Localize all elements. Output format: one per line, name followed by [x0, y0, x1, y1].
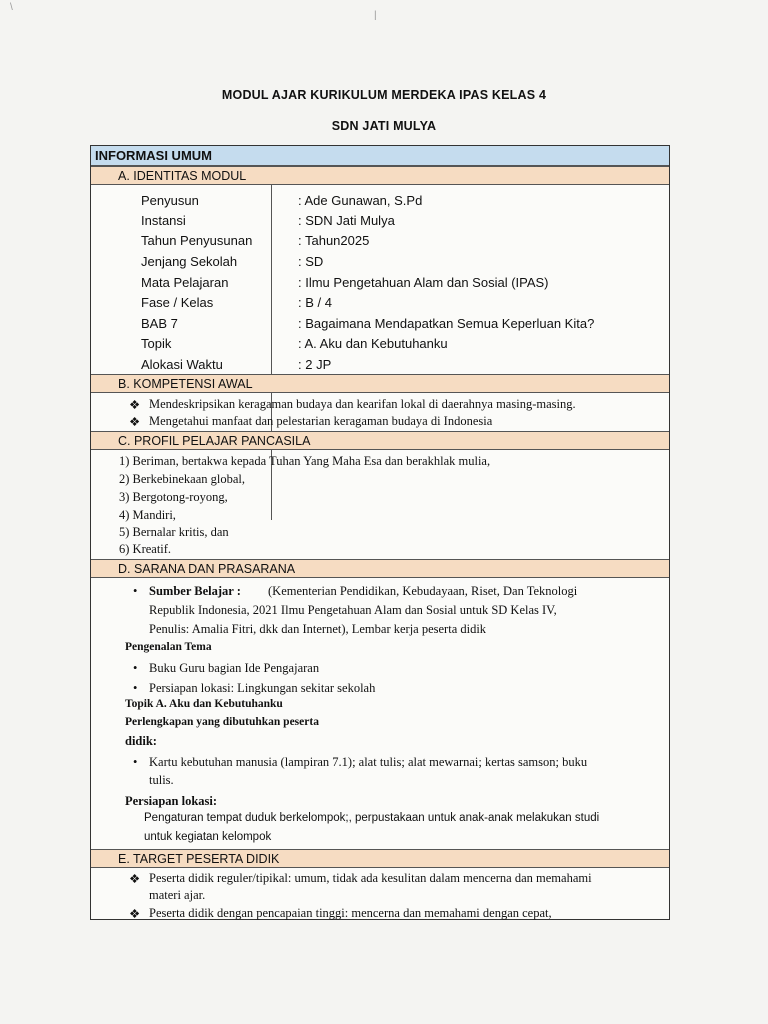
- sumber-text: (Kementerian Pendidikan, Kebudayaan, Riset, Dan Teknologi: [268, 584, 578, 598]
- identitas-value: : SDN Jati Mulya: [298, 213, 395, 228]
- identitas-label: Jenjang Sekolah: [141, 254, 238, 269]
- module-table: [90, 145, 670, 920]
- bullet-dot: •: [133, 755, 138, 769]
- bullet-dot: •: [133, 681, 138, 695]
- identitas-table: [91, 184, 669, 520]
- profil-item: 4) Mandiri,: [119, 508, 176, 522]
- scan-mark: \: [10, 2, 13, 13]
- identitas-label: Mata Pelajaran: [141, 275, 229, 290]
- identitas-label: Alokasi Waktu: [141, 357, 223, 372]
- identitas-value: : Ade Gunawan, S.Pd: [298, 193, 423, 208]
- sumber-text: Penulis: Amalia Fitri, dkk dan Internet), Lembar kerja peserta didik: [149, 622, 487, 636]
- identitas-value: : 2 JP: [298, 357, 332, 372]
- identitas-value: : B / 4: [298, 295, 332, 310]
- bullet-dot: •: [133, 584, 138, 598]
- identitas-label: Fase / Kelas: [141, 295, 214, 310]
- identitas-label: Tahun Penyusunan: [141, 233, 253, 248]
- bullet-dot: •: [133, 661, 138, 675]
- identitas-row: [91, 314, 669, 334]
- sumber-text: Republik Indonesia, 2021 Ilmu Pengetahuan Alam dan Sosial untuk SD Kelas IV,: [149, 603, 557, 617]
- target-item: materi ajar.: [149, 888, 206, 902]
- identitas-label: BAB 7: [141, 316, 178, 331]
- section-target: E. TARGET PESERTA DIDIK: [91, 849, 669, 868]
- target-item: Peserta didik dengan pencapaian tinggi: mencerna dan memahami dengan cepat,: [149, 906, 552, 920]
- identitas-row: [91, 252, 669, 272]
- identitas-row: [91, 355, 669, 375]
- topik-heading: Topik A. Aku dan Kebutuhanku: [125, 698, 283, 710]
- pengenalan-item: Persiapan lokasi: Lingkungan sekitar sekolah: [149, 681, 376, 695]
- profil-item: 6) Kreatif.: [119, 542, 172, 556]
- identitas-row: [91, 334, 669, 354]
- perlengkapan-heading: didik:: [125, 734, 157, 748]
- kompetensi-item: Mendeskripsikan keragaman budaya dan kearifan lokal di daerahnya masing-masing.: [149, 397, 576, 411]
- target-bullet: ❖: [129, 872, 141, 886]
- identitas-value: : SD: [298, 254, 324, 269]
- section-kompetensi: B. KOMPETENSI AWAL: [91, 374, 669, 393]
- section-sarana: D. SARANA DAN PRASARANA: [91, 559, 669, 578]
- identitas-value: : A. Aku dan Kebutuhanku: [298, 336, 448, 351]
- perlengkapan-heading: Perlengkapan yang dibutuhkan peserta: [125, 716, 319, 728]
- pengenalan-item: Buku Guru bagian Ide Pengajaran: [149, 661, 320, 675]
- identitas-row: [91, 211, 669, 231]
- target-item: Peserta didik reguler/tipikal: umum, tidak ada kesulitan dalam mencerna dan memahami: [149, 871, 592, 885]
- identitas-label: Penyusun: [141, 193, 199, 208]
- identitas-label: Instansi: [141, 213, 186, 228]
- sumber-label: Sumber Belajar :: [149, 584, 241, 598]
- identitas-row: [91, 191, 669, 211]
- document-title: MODUL AJAR KURIKULUM MERDEKA IPAS KELAS 4: [221, 88, 547, 102]
- identitas-row: [91, 273, 669, 293]
- target-bullet: ❖: [129, 907, 141, 921]
- identitas-value: : Tahun2025: [298, 233, 370, 248]
- section-profil: C. PROFIL PELAJAR PANCASILA: [91, 431, 669, 450]
- identitas-row: [91, 231, 669, 251]
- identitas-value: : Ilmu Pengetahuan Alam dan Sosial (IPAS): [298, 275, 549, 290]
- kompetensi-bullet: ❖: [129, 398, 141, 412]
- persiapan-heading: Persiapan lokasi:: [125, 794, 218, 808]
- persiapan-text: untuk kegiatan kelompok: [144, 831, 272, 843]
- profil-item: 1) Beriman, bertakwa kepada Tuhan Yang Maha Esa dan berakhlak mulia,: [119, 454, 491, 468]
- school-name: SDN JATI MULYA: [331, 119, 437, 133]
- identitas-value: : Bagaimana Mendapatkan Semua Keperluan Kita?: [298, 316, 595, 331]
- identitas-label: Topik: [141, 336, 172, 351]
- persiapan-text: Pengaturan tempat duduk berkelompok;, perpustakaan untuk anak-anak melakukan studi: [144, 812, 600, 824]
- info-header: INFORMASI UMUM: [91, 146, 669, 166]
- kompetensi-item: Mengetahui manfaat dan pelestarian keragaman budaya di Indonesia: [149, 414, 493, 428]
- identitas-row: [91, 293, 669, 313]
- kartu-text: Kartu kebutuhan manusia (lampiran 7.1); alat tulis; alat mewarnai; kertas samson; buku: [149, 755, 588, 769]
- kompetensi-bullet: ❖: [129, 415, 141, 429]
- pengenalan-heading: Pengenalan Tema: [125, 641, 212, 653]
- profil-item: 2) Berkebinekaan global,: [119, 472, 245, 486]
- kartu-text: tulis.: [149, 773, 174, 787]
- profil-item: 5) Bernalar kritis, dan: [119, 525, 229, 539]
- profil-item: 3) Bergotong-royong,: [119, 490, 228, 504]
- scan-mark: |: [374, 10, 377, 21]
- section-identitas: A. IDENTITAS MODUL: [91, 166, 669, 185]
